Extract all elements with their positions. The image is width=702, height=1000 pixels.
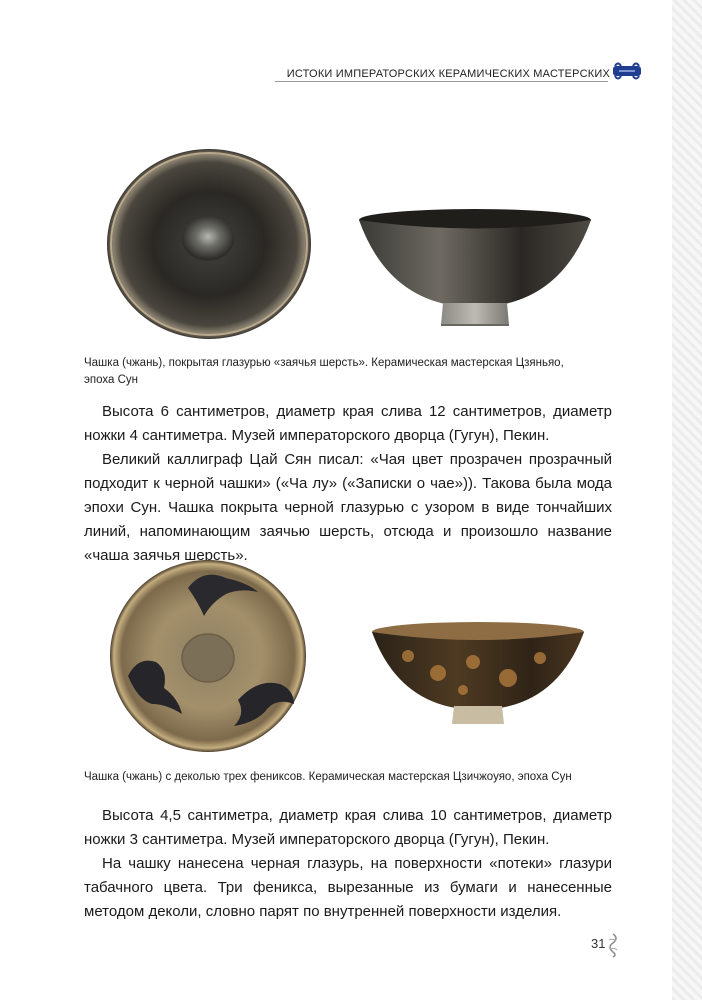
body-text-block-2 — [84, 804, 612, 924]
running-title: ИСТОКИ ИМПЕРАТОРСКИХ КЕРАМИЧЕСКИХ МАСТЕРСКИХ — [286, 68, 610, 80]
paragraph: Высота 4,5 сантиметра, диаметр края слива 10 сантиметров, диаметр ножки 3 сантиметра. Музей императорского дворца (Гугун), Пекин. — [84, 807, 612, 848]
figure-1-caption-line-1: Чашка (чжань), покрытая глазурью «заячья шерсть». Керамическая мастерская Цзяньяо, — [84, 357, 564, 369]
black-bowl-top-view-image — [104, 147, 314, 342]
scroll-ornament-icon — [606, 932, 620, 958]
black-bowl-side-view-image — [355, 205, 595, 330]
dragon-emblem-icon — [612, 60, 642, 82]
page-number: 31 — [591, 936, 606, 951]
paragraph: Великий каллиграф Цай Сян писал: «Чая цвет прозрачен прозрачный подходит к черной чашки» («Ча лу» («Записки о чае»)). Такова была мода эпохи Сун. Чашка покрыта черной глазурью с узором в виде тончайших линий, напоминающим заячью шерсть, отсюда и произошло название «чаша заячья шерсть». — [84, 451, 612, 564]
paragraph: Высота 6 сантиметров, диаметр края слива 12 сантиметров, диаметр ножки 4 сантиметра. Музей императорского дворца (Гугун), Пекин. — [84, 403, 612, 444]
decorative-side-strip — [672, 0, 702, 1000]
body-text-block-1 — [84, 400, 612, 568]
figure-1-caption-line-2: эпоха Сун — [84, 374, 138, 386]
figure-2-caption: Чашка (чжань) с деколью трех фениксов. Керамическая мастерская Цзичжоуяо, эпоха Сун — [84, 771, 572, 783]
paragraph: На чашку нанесена черная глазурь, на поверхности «потеки» глазури табачного цвета. Три феникса, вырезанные из бумаги и нанесенные методом деколи, словно парят по внутренней поверхности изделия. — [84, 855, 612, 920]
header-rule — [275, 81, 608, 82]
phoenix-bowl-top-view-image — [108, 558, 308, 754]
phoenix-bowl-side-view-image — [368, 618, 588, 730]
